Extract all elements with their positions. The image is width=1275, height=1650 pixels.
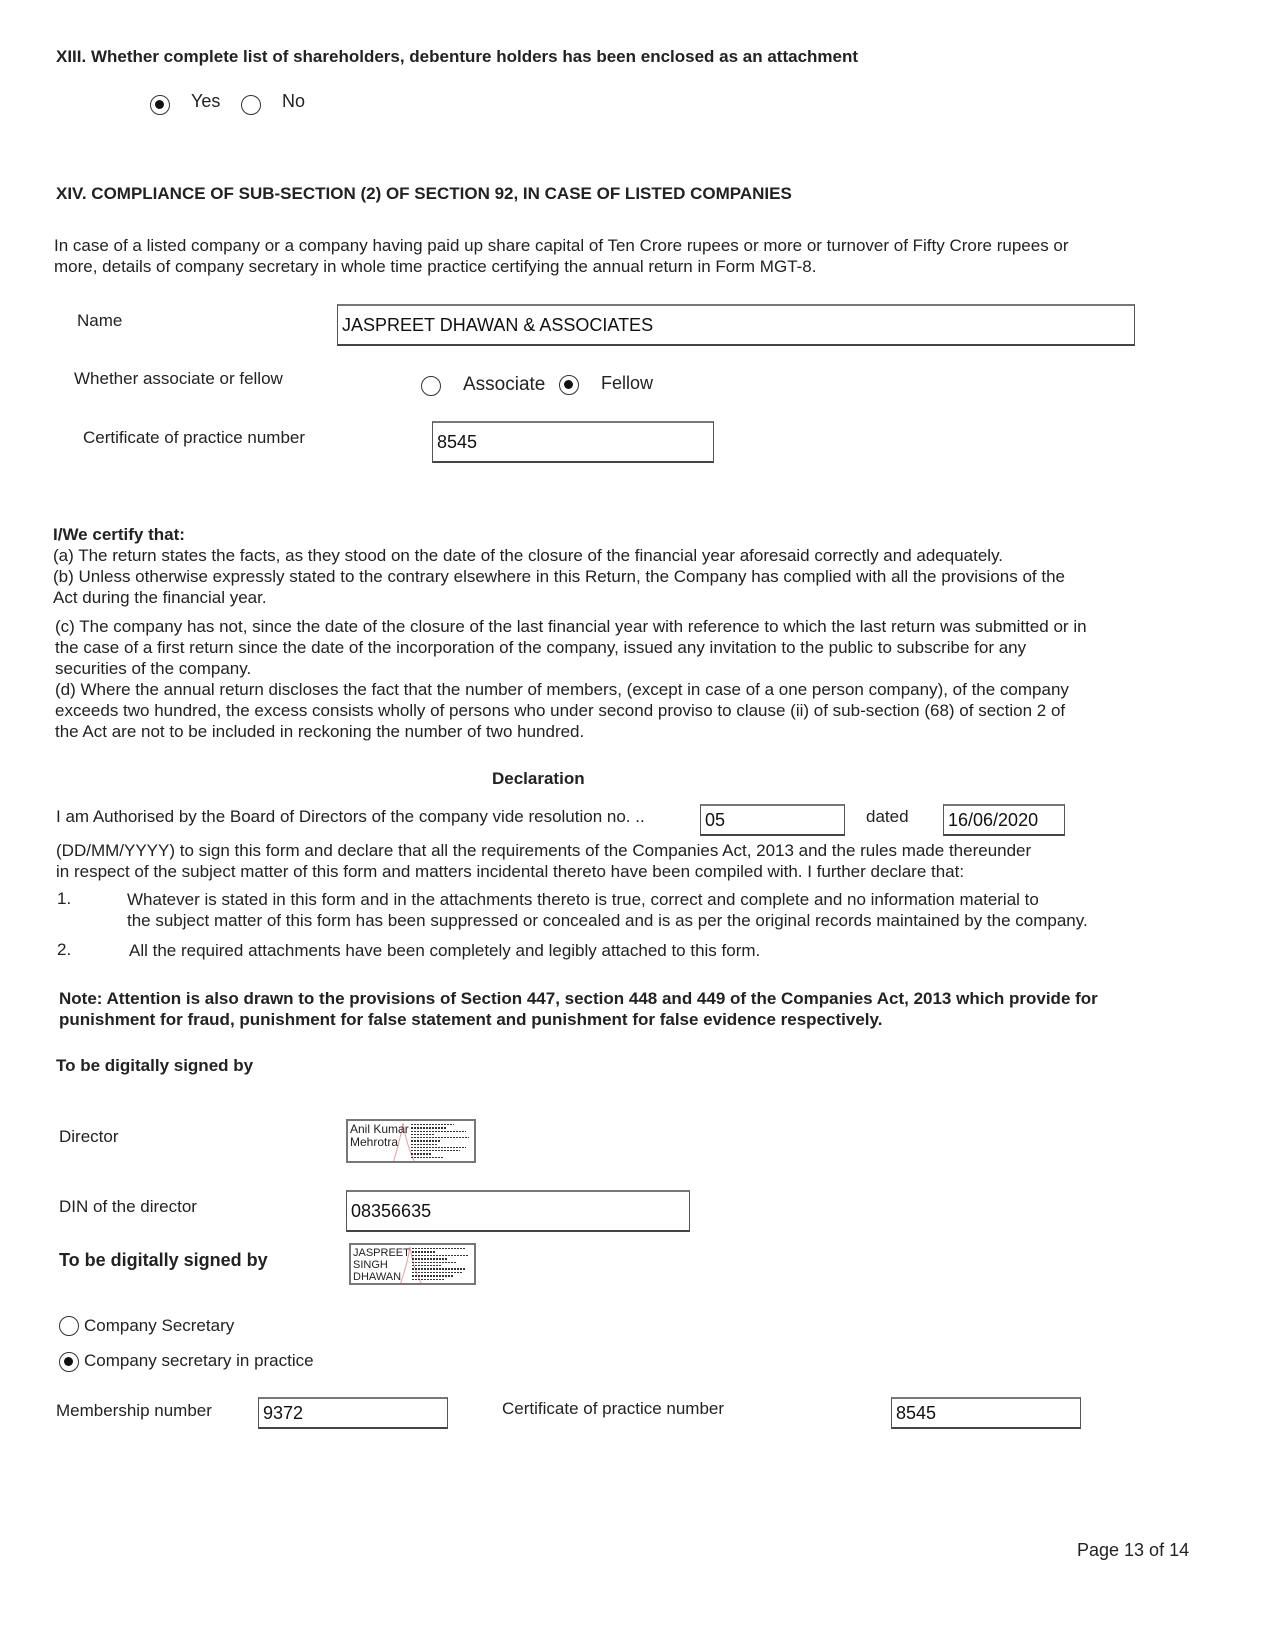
section-xiii-heading: XIII. Whether complete list of shareholders, debenture holders has been enclosed as an attachment: [56, 47, 859, 66]
certify-block-2: [55, 616, 1087, 742]
declaration-heading: Declaration: [492, 769, 585, 788]
cs-cop-field[interactable]: 8545: [891, 1397, 1081, 1429]
declaration-line-2: (DD/MM/YYYY) to sign this form and declare that all the requirements of the Companies Act, 2013 and the rules made thereunder: [56, 841, 1032, 860]
assoc-fellow-label: Whether associate or fellow: [74, 369, 283, 388]
name-field[interactable]: JASPREET DHAWAN & ASSOCIATES: [337, 304, 1135, 346]
declaration-item-2: [129, 940, 760, 961]
signature-metadata: [410, 1245, 474, 1283]
dated-label: dated: [866, 807, 909, 826]
intro-line-1: In case of a listed company or a company having paid up share capital of Ten Crore rupees or more or turnover of Fifty Crore rupees or: [54, 236, 1069, 255]
certify-heading: I/We certify that:: [53, 525, 185, 544]
note-line-2: punishment for fraud, punishment for false statement and punishment for false evidence respectively.: [59, 1010, 883, 1029]
declaration-item-2-number: 2.: [57, 940, 72, 959]
section-xiv-heading: XIV. COMPLIANCE OF SUB-SECTION (2) OF SECTION 92, IN CASE OF LISTED COMPANIES: [56, 184, 792, 203]
membership-field[interactable]: 9372: [258, 1397, 448, 1429]
radio-cs-in-practice[interactable]: [59, 1352, 79, 1372]
radio-fellow[interactable]: [559, 375, 579, 395]
director-digital-signature[interactable]: [346, 1119, 476, 1163]
certify-a: (a) The return states the facts, as they stood on the date of the closure of the financial year aforesaid correctly and adequately.: [53, 546, 1004, 565]
declaration-item-1-line-1: Whatever is stated in this form and in the attachments thereto is true, correct and complete and no information material to: [127, 890, 1039, 909]
declaration-item-1: [127, 889, 1088, 931]
radio-no[interactable]: [241, 95, 261, 115]
radio-associate-label: Associate: [463, 374, 546, 395]
certify-c-2: the case of a first return since the date of the incorporation of the company, issued any invitation to the public to subscribe for any: [55, 638, 1027, 657]
cs-digital-signature[interactable]: [349, 1243, 476, 1285]
certify-d-3: the Act are not to be included in reckoning the number of two hundred.: [55, 722, 585, 741]
radio-yes[interactable]: [150, 95, 170, 115]
radio-company-secretary[interactable]: [59, 1316, 79, 1336]
certify-b-2: Act during the financial year.: [53, 588, 267, 607]
cop-label: Certificate of practice number: [83, 428, 306, 447]
resolution-date-field[interactable]: 16/06/2020: [943, 804, 1065, 836]
declaration-text: [56, 840, 1031, 882]
cs-signature-name: JASPREET SINGH DHAWAN: [353, 1247, 410, 1283]
name-label: Name: [77, 311, 123, 330]
signature-metadata: [409, 1121, 474, 1161]
declaration-item-1-line-2: the subject matter of this form has been suppressed or concealed and is as per the original records maintained by the company.: [127, 911, 1088, 930]
declaration-item-1-number: 1.: [57, 889, 72, 908]
section-xiv-intro: [54, 235, 1069, 277]
din-label: DIN of the director: [59, 1197, 197, 1216]
intro-line-2: more, details of company secretary in whole time practice certifying the annual return in Form MGT-8.: [54, 257, 817, 276]
certify-d-2: exceeds two hundred, the excess consists wholly of persons who under second proviso to clause (ii) of sub-section (68) of section 2 of: [55, 701, 1066, 720]
resolution-number-field[interactable]: 05: [700, 804, 845, 836]
declaration-item-2-line-1: All the required attachments have been completely and legibly attached to this form.: [129, 941, 761, 960]
director-label: Director: [59, 1127, 119, 1146]
certify-block: [53, 524, 1065, 608]
radio-company-secretary-label: Company Secretary: [84, 1316, 235, 1335]
membership-label: Membership number: [56, 1401, 212, 1420]
din-field[interactable]: 08356635: [346, 1190, 690, 1232]
signed-by-heading-2: To be digitally signed by: [59, 1250, 268, 1270]
radio-cs-in-practice-label: Company secretary in practice: [84, 1351, 314, 1370]
certify-c-1: (c) The company has not, since the date of the closure of the last financial year with reference to which the last return was submitted or in: [55, 617, 1087, 636]
radio-fellow-label: Fellow: [601, 373, 654, 393]
note-block: [59, 988, 1098, 1030]
cs-cop-label: Certificate of practice number: [502, 1399, 725, 1418]
radio-yes-label: Yes: [191, 91, 221, 111]
certify-c-3: securities of the company.: [55, 659, 252, 678]
radio-no-label: No: [282, 91, 306, 111]
note-line-1: Note: Attention is also drawn to the provisions of Section 447, section 448 and 449 of the Companies Act, 2013 which provide for: [59, 989, 1098, 1008]
director-signature-name: Anil Kumar Mehrotra: [350, 1122, 409, 1149]
declaration-line-3: in respect of the subject matter of this form and matters incidental thereto have been compiled with. I further declare that:: [56, 862, 965, 881]
authorised-text: I am Authorised by the Board of Directors of the company vide resolution no. ..: [56, 807, 645, 826]
signed-by-heading-1: To be digitally signed by: [56, 1056, 254, 1075]
certify-b-1: (b) Unless otherwise expressly stated to the contrary elsewhere in this Return, the Company has complied with all the provisions of the: [53, 567, 1065, 586]
radio-associate[interactable]: [421, 376, 441, 396]
certify-d-1: (d) Where the annual return discloses the fact that the number of members, (except in case of a one person company), of the company: [55, 680, 1069, 699]
page-number: Page 13 of 14: [1077, 1540, 1190, 1560]
cop-field[interactable]: 8545: [432, 421, 714, 463]
